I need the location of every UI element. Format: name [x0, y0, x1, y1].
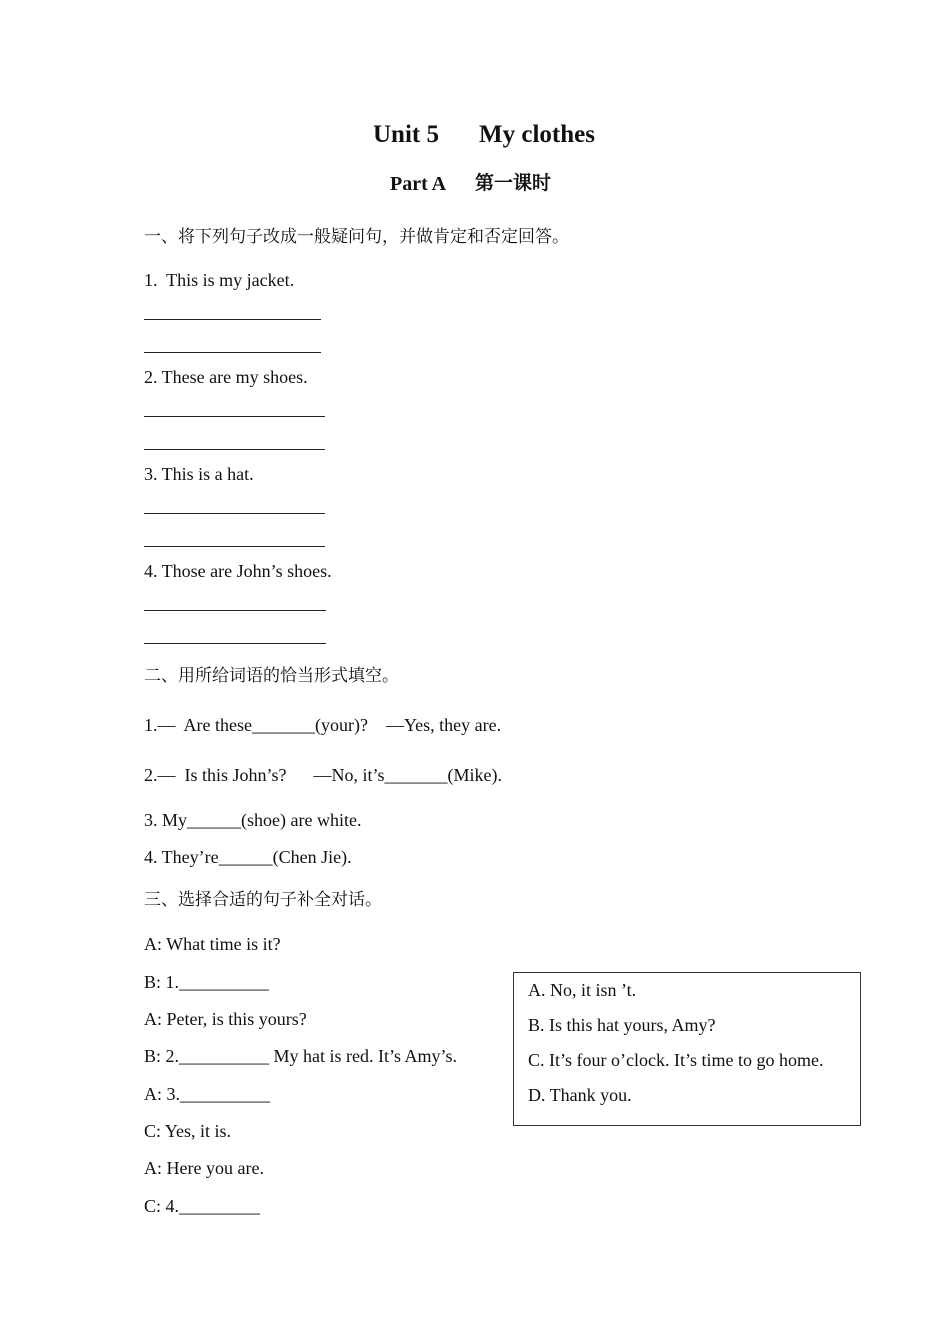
answer-line[interactable] — [144, 610, 326, 611]
option-c: C. It’s four o’clock. It’s time to go home. — [528, 1050, 824, 1070]
answer-line[interactable] — [144, 416, 325, 417]
section2-item: 1.— Are these_______(your)? —Yes, they are. — [144, 715, 502, 735]
unit-number: Unit 5 — [373, 121, 439, 148]
section1-item: 4. Those are John’s shoes. — [144, 561, 332, 581]
section1-heading: 一、将下列句子改成一般疑问句，并做肯定和否定回答。 — [144, 227, 569, 247]
unit-title: My clothes — [479, 121, 595, 148]
section2-item: 2.— Is this John’s? —No, it’s_______(Mike). — [144, 765, 502, 785]
section1-item: 2. These are my shoes. — [144, 367, 308, 387]
answer-line[interactable] — [144, 643, 326, 644]
section1-item: 1. This is my jacket. — [144, 270, 295, 290]
section1-item: 3. This is a hat. — [144, 464, 254, 484]
part-label: Part A — [390, 173, 447, 195]
dialogue-line: A: What time is it? — [144, 934, 281, 954]
option-a: A. No, it isn ’t. — [528, 980, 637, 1000]
section3-heading: 三、选择合适的句子补全对话。 — [144, 890, 382, 910]
section2-item: 4. They’re______(Chen Jie). — [144, 847, 352, 867]
lesson-label: 第一课时 — [475, 172, 552, 194]
dialogue-line: B: 1.__________ — [144, 972, 270, 992]
option-b: B. Is this hat yours, Amy? — [528, 1015, 716, 1035]
answer-line[interactable] — [144, 546, 325, 547]
dialogue-line: B: 2.__________ My hat is red. It’s Amy’s. — [144, 1046, 458, 1066]
section2-item: 3. My______(shoe) are white. — [144, 810, 362, 830]
option-d: D. Thank you. — [528, 1085, 632, 1105]
dialogue-line: C: Yes, it is. — [144, 1121, 232, 1141]
answer-line[interactable] — [144, 352, 321, 353]
answer-line[interactable] — [144, 449, 325, 450]
section2-heading: 二、用所给词语的恰当形式填空。 — [144, 666, 399, 686]
answer-line[interactable] — [144, 319, 321, 320]
dialogue-line: A: Peter, is this yours? — [144, 1009, 307, 1029]
dialogue-line: C: 4._________ — [144, 1196, 261, 1216]
dialogue-line: A: Here you are. — [144, 1158, 264, 1178]
dialogue-line: A: 3.__________ — [144, 1084, 270, 1104]
answer-line[interactable] — [144, 513, 325, 514]
